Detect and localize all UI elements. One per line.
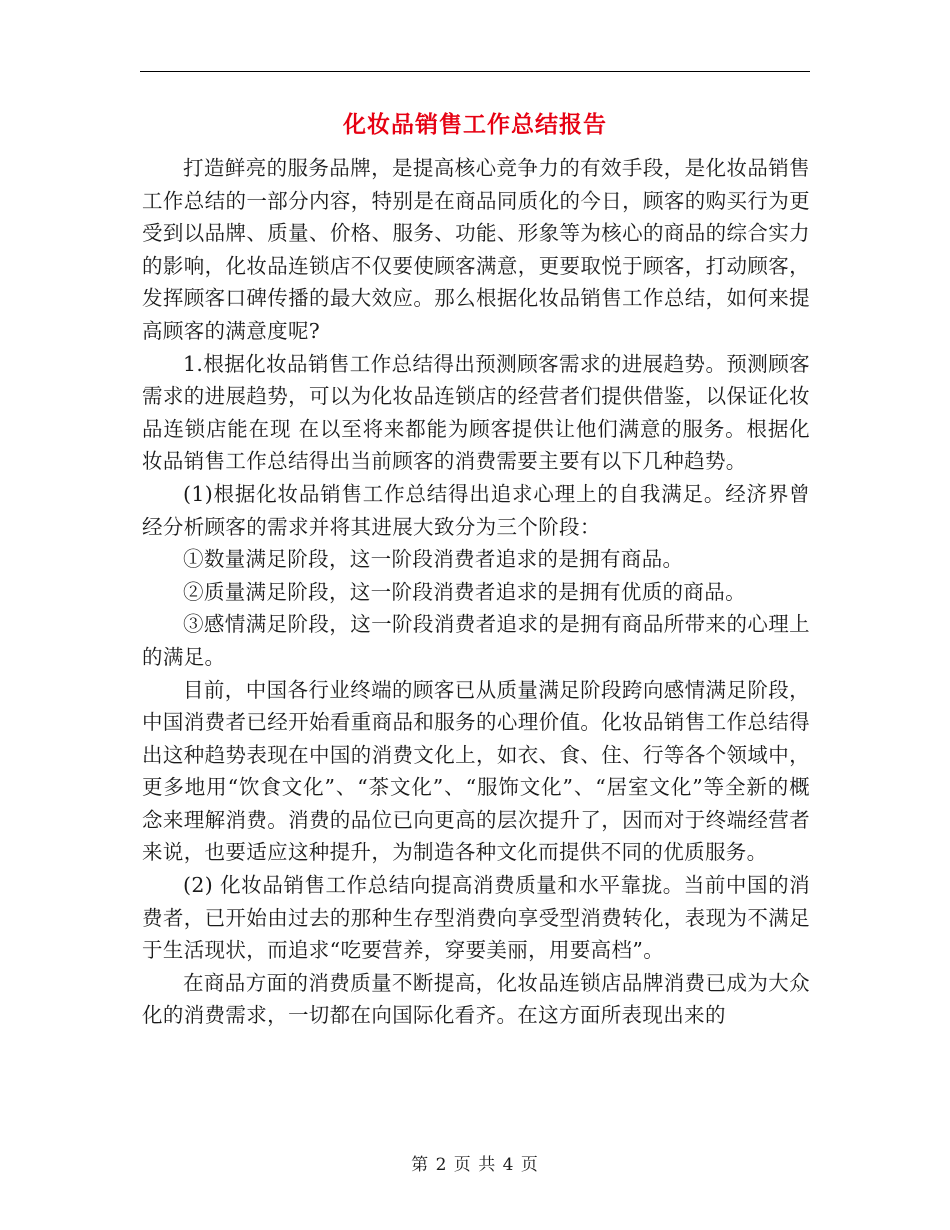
header-rule xyxy=(140,71,810,72)
paragraph-intro: 打造鲜亮的服务品牌，是提高核心竞争力的有效手段，是化妆品销售工作总结的一部分内容，特别是在商品同质化的今日，顾客的购买行为更受到以品牌、质量、价格、服务、功能、形象等为核心的商品的综合实力的影响，化妆品连锁店不仅要使顾客满意，更要取悦于顾客，打动顾客，发挥顾客口碑传播的最大效应。那么根据化妆品销售工作总结，如何来提高顾客的满意度呢? xyxy=(142,156,810,343)
list-item-stage-3: ③感情满足阶段，这一阶段消费者追求的是拥有商品所带来的心理上的满足。 xyxy=(142,612,810,669)
list-item-stage-1: ①数量满足阶段，这一阶段消费者追求的是拥有商品。 xyxy=(183,547,684,572)
paragraph-quality: 在商品方面的消费质量不断提高，化妆品连锁店品牌消费已成为大众化的消费需求，一切都在向国际化看齐。在这方面所表现出来的 xyxy=(142,970,810,1028)
document-body xyxy=(142,152,810,1032)
page-number-footer: 第 2 页 共 4 页 xyxy=(411,1155,539,1175)
paragraph-current-trend: 目前，中国各行业终端的顾客已从质量满足阶段跨向感情满足阶段，中国消费者已经开始看重商品和服务的心理价值。化妆品销售工作总结得出这种趋势表现在中国的消费文化上，如衣、食、住、行等各个领域中，更多地用“饮食文化”、“茶文化”、“服饰文化”、“居室文化”等全新的概念来理解消费。消费的品位已向更高的层次提升了，因而对于终端经营者来说，也要适应这种提升，为制造各种文化而提供不同的优质服务。 xyxy=(142,677,810,865)
document-title: 化妆品销售工作总结报告 xyxy=(343,112,607,138)
paragraph-point-1: 1.根据化妆品销售工作总结得出预测顾客需求的进展趋势。预测顾客需求的进展趋势，可以为化妆品连锁店的经营者们提供借鉴，以保证化妆品连锁店能在现 在以至将来都能为顾客提供让他们满意的服务。根据化妆品销售工作总结得出当前顾客的消费需要主要有以下几种趋势。 xyxy=(142,351,810,474)
paragraph-subpoint-1: (1)根据化妆品销售工作总结得出追求心理上的自我满足。经济界曾经分析顾客的需求并将其进展大致分为三个阶段： xyxy=(142,481,810,539)
list-item-stage-2: ②质量满足阶段，这一阶段消费者追求的是拥有优质的商品。 xyxy=(183,579,746,604)
paragraph-subpoint-2: (2) 化妆品销售工作总结向提高消费质量和水平靠拢。当前中国的消费者，已开始由过去的那种生存型消费向享受型消费转化，表现为不满足于生活现状，而追求“吃要营养，穿要美丽，用要高档”。 xyxy=(142,873,810,963)
